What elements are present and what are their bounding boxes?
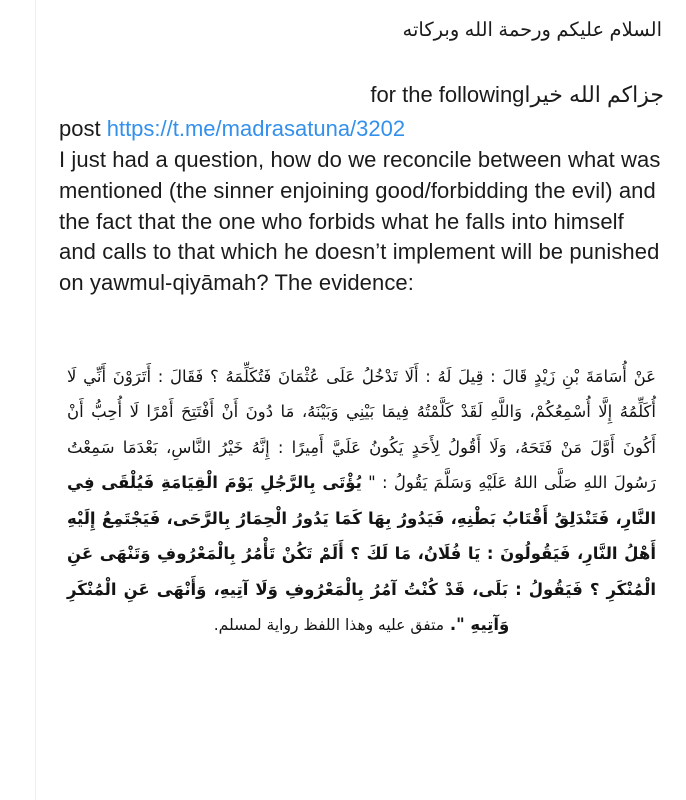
dua-line [59,79,664,111]
greeting-text: السلام عليكم ورحمة الله وبركاته [402,19,662,41]
question-text: I just had a question, how do we reconcile between what was mentioned (the sinner enjoining good/forbidding the evil) and the fact that the one who forbids what he falls into himself and calls to that which he doesn’t implement will be punished on yawmul-qiyāmah? The evidence: [59,147,661,296]
spacer-2 [59,299,664,359]
hadith-takhrij: متفق عليه وهذا اللفظ رواية لمسلم. [213,616,445,635]
post-label: post [59,116,101,142]
dua-english-suffix: for the following [370,82,525,108]
hadith-block [59,359,664,643]
post-link[interactable]: https://t.me/madrasatuna/3202 [106,116,406,142]
hadith-narration: عَنْ أُسَامَةَ بْنِ زَيْدٍ قَالَ : قِيلَ لَهُ : أَلَا تَدْخُلُ عَلَى عُثْمَانَ فَتُكَلِّمَهُ ؟ فَقَالَ : أَتَرَوْنَ أَنِّي لَا أُكَلِّمُهُ إِلَّا أُسْمِعُكُمْ، وَاللَّهِ لَقَدْ كَلَّمْتُهُ فِيمَا بَيْنِي وَبَيْنَهُ، مَا دُونَ أَنْ أَفْتَتِحَ أَمْرًا لَا أُحِبُّ أَنْ أَكُونَ أَوَّلَ مَنْ فَتَحَهُ، وَلَا أَقُولُ لِأَحَدٍ يَكُونُ عَلَيَّ أَمِيرًا : إِنَّهُ خَيْرُ النَّاسِ، بَعْدَمَا سَمِعْتُ رَسُولَ اللهِ صَلَّى اللهُ عَلَيْهِ وَسَلَّمَ يَقُولُ : " [67,367,656,493]
message-content [37,0,686,800]
post-line [59,113,664,145]
hadith-marfu: يُؤْتَى بِالرَّجُلِ يَوْمَ الْقِيَامَةِ فَيُلْقَى فِي النَّارِ، فَتَنْدَلِقُ أَقْتَابُ بَطْنِهِ، فَيَدُورُ بِهَا كَمَا يَدُورُ الْحِمَارُ بِالرَّحَى، فَيَجْتَمِعُ إِلَيْهِ أَهْلُ النَّارِ، فَيَقُولُونَ : يَا فُلَانُ، مَا لَكَ ؟ أَلَمْ تَكُنْ تَأْمُرُ بِالْمَعْرُوفِ وَتَنْهَى عَنِ الْمُنْكَرِ ؟ فَيَقُولُ : بَلَى، قَدْ كُنْتُ آمُرُ بِالْمَعْرُوفِ وَلَا آتِيهِ، وَأَنْهَى عَنِ الْمُنْكَرِ وَآتِيهِ ". [67,473,656,635]
dua-arabic: جزاكم الله خيرا [524,82,664,108]
left-rail [0,0,36,800]
spacer [59,45,664,79]
